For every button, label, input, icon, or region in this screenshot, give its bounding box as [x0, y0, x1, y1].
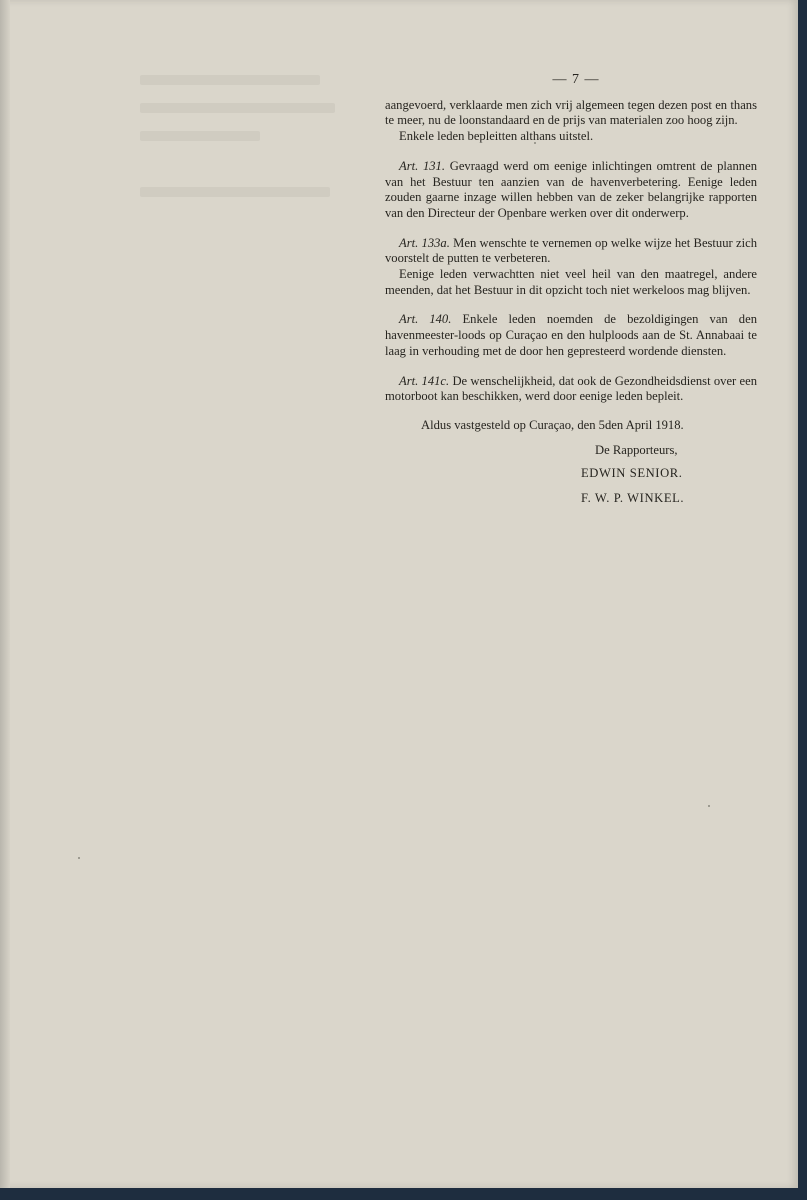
article-131 [385, 159, 757, 222]
closing-line: Aldus vastgesteld op Curaçao, den 5den April 1918. [421, 417, 684, 432]
paper-speck [708, 805, 710, 807]
continuation-paragraph-2: Enkele leden bepleitten althans uitstel. [399, 129, 594, 144]
article-reference: Art. 141c. [399, 373, 450, 388]
article-reference: Art. 131. [399, 158, 446, 173]
rapporteurs-heading: De Rapporteurs, [595, 442, 678, 457]
article-141c [385, 374, 757, 405]
article-133a [385, 236, 757, 299]
page-spine [0, 0, 10, 1188]
continuation-paragraph: aangevoerd, verklaarde men zich vrij algemeen tegen dezen post en thans te meer, nu de loonstandaard en de prijs van materialen zoo hoog zijn. [385, 97, 757, 128]
page-text [385, 72, 757, 507]
article-text: Enkele leden noemden de bezoldigingen van den havenmeester-loods op Curaçao en den hulploods aan de St. Annabaai te laag in verhouding met de door hen gepresteerd wordende diensten. [385, 312, 757, 358]
article-text: De wenschelijkheid, dat ook de Gezondheidsdienst over een motorboot kan beschikken, werd door eenige leden bepleit. [385, 373, 757, 404]
bleed-through-text [140, 75, 335, 225]
article-extra-paragraph: Eenige leden verwachtten niet veel heil van den maatregel, andere meenden, dat het Bestuur in dit opzicht toch niet werkeloos mag blijven. [385, 267, 757, 297]
article-text: Gevraagd werd om eenige inlichtingen omtrent de plannen van het Bestuur ten aanzien van de havenverbetering. Eenige leden zouden gaarne inzage willen hebben van de zeker belangrijke rapporten van den Directeur der Openbare werken over dit onderwerp. [385, 158, 757, 220]
article-reference: Art. 133a. [399, 235, 450, 250]
article-reference: Art. 140. [399, 312, 452, 327]
page-number: — 7 — [552, 72, 600, 87]
paper-speck [78, 857, 80, 859]
signatory-name: F. W. P. WINKEL. [581, 491, 685, 506]
article-text: Men wenschte te vernemen op welke wijze het Bestuur zich voorstelt de putten te verbeteren. [385, 235, 757, 266]
signatory-name: EDWIN SENIOR. [581, 466, 683, 481]
article-140 [385, 312, 757, 359]
